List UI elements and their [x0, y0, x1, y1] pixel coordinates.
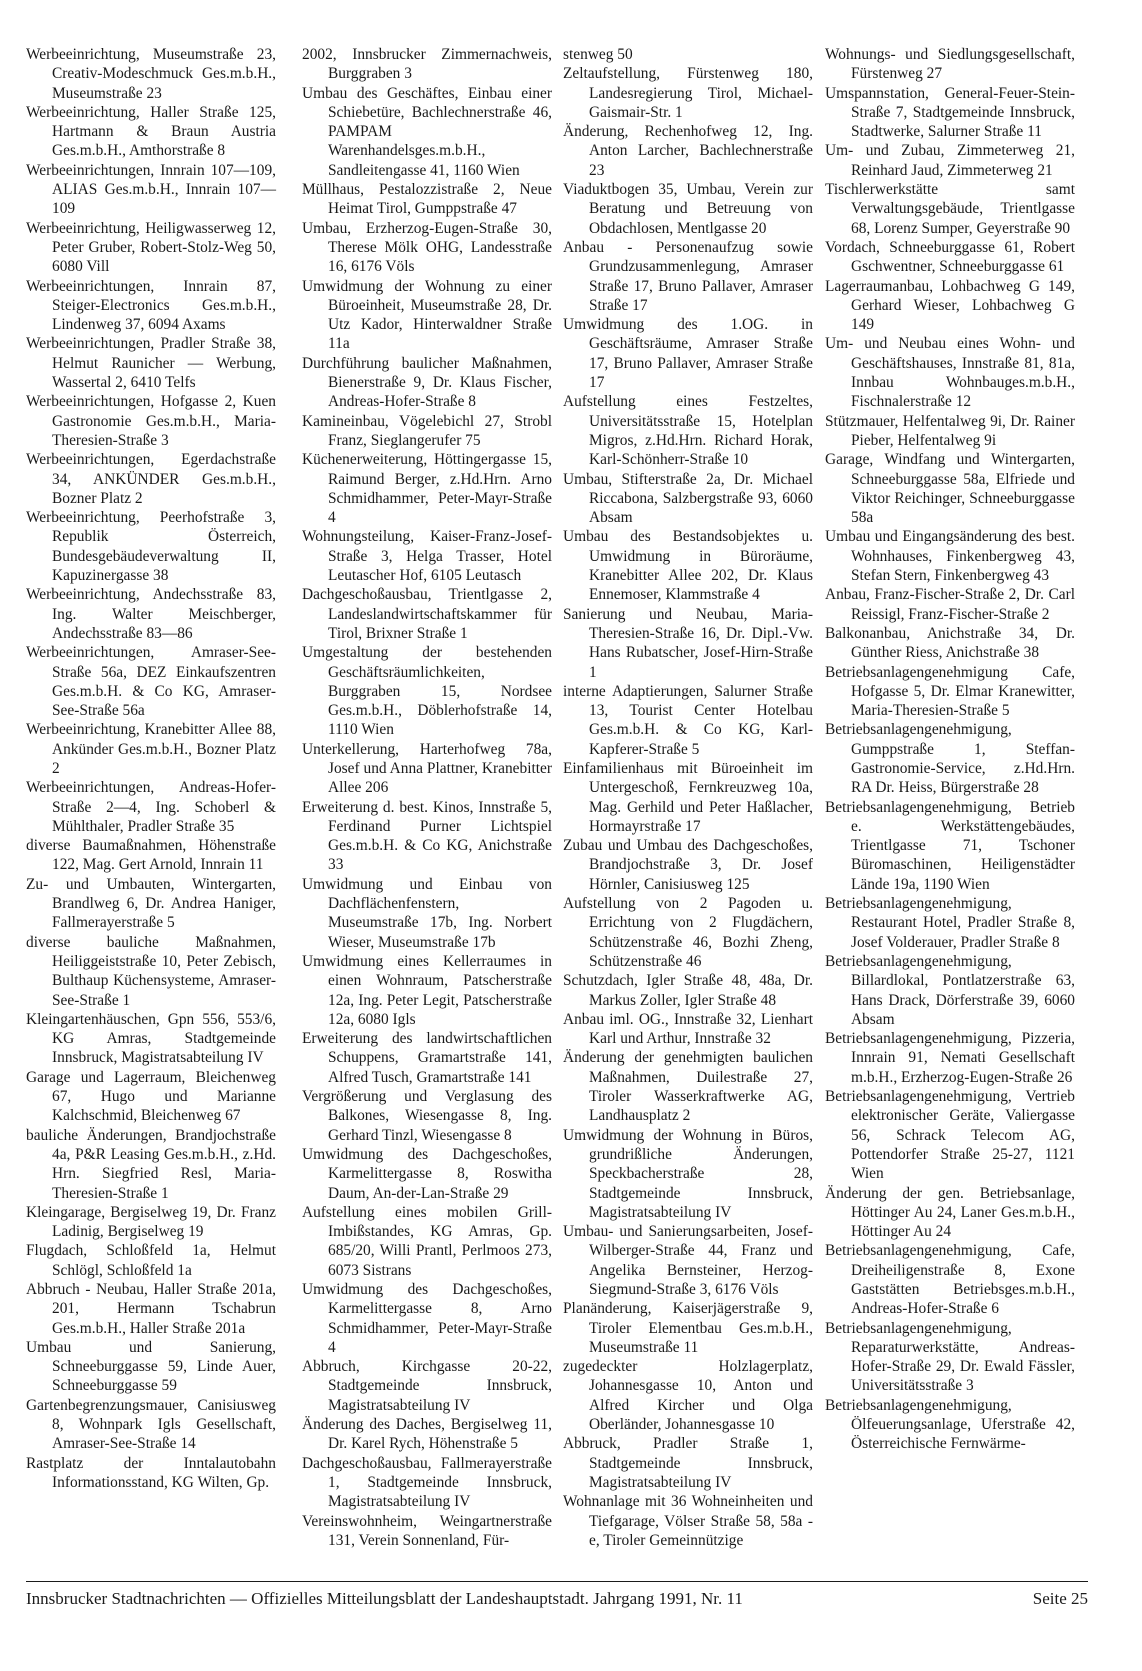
list-entry: Kleingarage, Bergiselweg 19, Dr. Franz Ladinig, Bergiselweg 19: [26, 1203, 276, 1241]
footer-divider: [26, 1581, 1088, 1582]
list-entry: Zubau und Umbau des Dachgeschoßes, Brandjochstraße 3, Dr. Josef Hörnler, Canisiusweg 125: [563, 837, 813, 893]
list-entry: Schutzdach, Igler Straße 48, 48a, Dr. Markus Zoller, Igler Straße 48: [563, 972, 813, 1009]
list-entry: Werbeeinrichtung, Kranebitter Allee 88, Ankünder Ges.m.b.H., Bozner Platz 2: [26, 721, 276, 777]
list-entry: Kamineinbau, Vögelebichl 27, Strobl Franz, Sieglangerufer 75: [302, 412, 552, 449]
list-entry: Durchführung baulicher Maßnahmen, Bienerstraße 9, Dr. Klaus Fischer, Andreas-Hofer-Straße 8: [302, 354, 552, 411]
list-entry: Betriebsanlagengenehmigung, Cafe, Dreiheiligenstraße 8, Exone Gaststätten Betriebsges.m.b.H., Andreas-Hofer-Straße 6: [825, 1242, 1075, 1318]
list-entry: Betriebsanlagengenehmigung, Restaurant Hotel, Pradler Straße 8, Josef Volderauer, Pradler Straße 8: [825, 895, 1075, 951]
list-entry: Küchenerweiterung, Höttingergasse 15, Raimund Berger, z.Hd.Hrn. Arno Schmidhammer, Peter-Mayr-Straße 4: [302, 451, 552, 527]
list-entry: Anbau, Franz-Fischer-Straße 2, Dr. Carl Reissigl, Franz-Fischer-Straße 2: [825, 586, 1075, 623]
list-entry: Umbau des Bestandsobjektes u. Umwidmung in Büroräume, Kranebitter Allee 202, Dr. Klaus Ennemoser, Klammstraße 4: [563, 528, 813, 604]
list-entry: Betriebsanlagengenehmigung, Reparaturwerkstätte, Andreas-Hofer-Straße 29, Dr. Ewald Fässler, Universitätsstraße 3: [825, 1319, 1075, 1395]
list-entry: Dachgeschoßausbau, Trientlgasse 2, Landeslandwirtschaftskammer für Tirol, Brixner Straße 1: [302, 586, 552, 642]
list-entry: Sanierung und Neubau, Maria-Theresien-Straße 16, Dr. Dipl.-Vw. Hans Rubatscher, Josef-Hirn-Straße 1: [563, 605, 813, 681]
list-entry: Zu- und Umbauten, Wintergarten, Brandlweg 6, Dr. Andrea Haniger, Fallmerayerstraße 5: [26, 875, 276, 932]
list-entry: Um- und Zubau, Zimmeterweg 21, Reinhard Jaud, Zimmeterweg 21: [825, 142, 1075, 179]
list-entry: Werbeeinrichtungen, Pradler Straße 38, Helmut Raunicher — Werbung, Wassertal 2, 6410 Telfs: [26, 335, 276, 392]
list-entry: Planänderung, Kaiserjägerstraße 9, Tiroler Elementbau Ges.m.b.H., Museumstraße 11: [563, 1300, 813, 1356]
list-entry: Müllhaus, Pestalozzistraße 2, Neue Heimat Tirol, Gumppstraße 47: [302, 181, 552, 218]
list-entry: Kleingartenhäuschen, Gpn 556, 553/6, KG Amras, Stadtgemeinde Innsbruck, Magistratsabteilung IV: [26, 1010, 276, 1067]
text-column-4: [825, 45, 1075, 1454]
list-entry: Änderung der genehmigten baulichen Maßnahmen, Duilestraße 27, Tiroler Wasserkraftwerke AG, Landhausplatz 2: [563, 1049, 813, 1125]
list-entry: Aufstellung eines Festzeltes, Universitätsstraße 15, Hotelplan Migros, z.Hd.Hrn. Richard Horak, Karl-Schönherr-Straße 10: [563, 393, 813, 469]
list-entry: Garage und Lagerraum, Bleichenweg 67, Hugo und Marianne Kalchschmid, Bleichenweg 67: [26, 1068, 276, 1125]
text-column-2: [302, 45, 552, 1550]
list-entry: Viaduktbogen 35, Umbau, Verein zur Beratung und Betreuung von Obdachlosen, Mentlgasse 20: [563, 181, 813, 237]
list-entry: Umwidmung der Wohnung zu einer Büroeinheit, Museumstraße 28, Dr. Utz Kador, Hinterwaldner Straße 11a: [302, 277, 552, 353]
list-entry: Änderung des Daches, Bergiselweg 11, Dr. Karel Rych, Höhenstraße 5: [302, 1416, 552, 1453]
list-entry: Umspannstation, General-Feuer-Stein-Straße 7, Stadtgemeinde Innsbruck, Stadtwerke, Salurner Straße 11: [825, 84, 1075, 141]
list-entry: zugedeckter Holzlagerplatz, Johannesgasse 10, Anton und Alfred Kircher und Olga Oberländer, Johannesgasse 10: [563, 1358, 813, 1434]
list-entry: Werbeeinrichtung, Peerhofstraße 3, Republik Österreich, Bundesgebäudeverwaltung II, Kapuzinergasse 38: [26, 509, 276, 585]
list-entry: stenweg 50: [563, 46, 633, 63]
list-entry: Werbeeinrichtungen, Innrain 87, Steiger-Electronics Ges.m.b.H., Lindenweg 37, 6094 Axams: [26, 277, 276, 334]
list-entry: Aufstellung eines mobilen Grill-Imbißstandes, KG Amras, Gp. 685/20, Willi Prantl, Perlmoos 273, 6073 Sistrans: [302, 1203, 552, 1279]
text-column-3: [563, 45, 813, 1550]
list-entry: Wohnungs- und Siedlungsgesellschaft, Fürstenweg 27: [825, 46, 1075, 83]
list-entry: Umbau des Geschäftes, Einbau einer Schiebetüre, Bachlechnerstraße 46, PAMPAM Warenhandelsges.m.b.H., Sandleitengasse 41, 1160 Wien: [302, 84, 552, 179]
list-entry: Werbeeinrichtung, Andechsstraße 83, Ing. Walter Meischberger, Andechsstraße 83—86: [26, 586, 276, 642]
list-entry: Gartenbegrenzungsmauer, Canisiusweg 8, Wohnpark Igls Gesellschaft, Amraser-See-Straße 14: [26, 1396, 276, 1453]
list-entry: interne Adaptierungen, Salurner Straße 13, Tourist Center Hotelbau Ges.m.b.H. & Co KG, Karl-Kapferer-Straße 5: [563, 682, 813, 758]
list-entry: Anbau iml. OG., Innstraße 32, Lienhart Karl und Arthur, Innstraße 32: [563, 1010, 813, 1048]
list-entry: diverse bauliche Maßnahmen, Heiliggeiststraße 10, Peter Zebisch, Bulthaup Küchensysteme, Amraser-See-Straße 1: [26, 933, 276, 1009]
list-entry: Rastplatz der Inntalautobahn Informationsstand, KG Wilten, Gp.: [26, 1454, 276, 1491]
list-entry: diverse Baumaßnahmen, Höhenstraße 122, Mag. Gert Arnold, Innrain 11: [26, 837, 276, 874]
list-entry: Garage, Windfang und Wintergarten, Schneeburggasse 58a, Elfriede und Viktor Reichinger, Schneeburggasse 58a: [825, 451, 1075, 527]
list-entry: Werbeeinrichtung, Museumstraße 23, Creativ-Modeschmuck Ges.m.b.H., Museumstraße 23: [26, 46, 276, 102]
list-entry: Umwidmung und Einbau von Dachflächenfenstern, Museumstraße 17b, Ing. Norbert Wieser, Museumstraße 17b: [302, 875, 552, 951]
text-column-1: [26, 45, 276, 1492]
list-entry: Erweiterung des landwirtschaftlichen Schuppens, Gramartstraße 141, Alfred Tusch, Gramartstraße 141: [302, 1030, 552, 1086]
list-entry: Erweiterung d. best. Kinos, Innstraße 5, Ferdinand Purner Lichtspiel Ges.m.b.H. & Co KG, Anichstraße 33: [302, 798, 552, 874]
list-entry: Werbeeinrichtung, Haller Straße 125, Hartmann & Braun Austria Ges.m.b.H., Amthorstraße 8: [26, 103, 276, 160]
list-entry: Flugdach, Schloßfeld 1a, Helmut Schlögl, Schloßfeld 1a: [26, 1242, 276, 1279]
list-entry: Betriebsanlagengenehmigung, Betrieb e. Werkstättengebäudes, Trientlgasse 71, Tschoner Büromaschinen, Heiligenstädter Lände 19a, 1190 Wien: [825, 798, 1075, 893]
list-entry: Werbeeinrichtungen, Egerdachstraße 34, ANKÜNDER Ges.m.b.H., Bozner Platz 2: [26, 451, 276, 507]
list-entry: Werbeeinrichtungen, Hofgasse 2, Kuen Gastronomie Ges.m.b.H., Maria-Theresien-Straße 3: [26, 393, 276, 449]
list-entry: Abbruch - Neubau, Haller Straße 201a, 201, Hermann Tschabrun Ges.m.b.H., Haller Straße 201a: [26, 1281, 276, 1337]
list-entry: Betriebsanlagengenehmigung, Gumppstraße 1, Steffan-Gastronomie-Service, z.Hd.Hrn. RA Dr. Heiss, Bürgerstraße 28: [825, 721, 1075, 797]
list-entry: Stützmauer, Helfentalweg 9i, Dr. Rainer Pieber, Helfentalweg 9i: [825, 412, 1075, 449]
list-entry: Zeltaufstellung, Fürstenweg 180, Landesregierung Tirol, Michael-Gaismair-Str. 1: [563, 65, 813, 121]
list-entry: Umbau, Erzherzog-Eugen-Straße 30, Therese Mölk OHG, Landesstraße 16, 6176 Völs: [302, 219, 552, 276]
list-entry: Anbau - Personenaufzug sowie Grundzusammenlegung, Amraser Straße 17, Bruno Pallaver, Amraser Straße 17: [563, 238, 813, 314]
list-entry: Vordach, Schneeburggasse 61, Robert Gschwentner, Schneeburggasse 61: [825, 238, 1075, 276]
list-entry: Umgestaltung der bestehenden Geschäftsräumlichkeiten, Burggraben 15, Nordsee Ges.m.b.H., Döblerhofstraße 14, 1110 Wien: [302, 644, 552, 739]
list-entry: Umwidmung eines Kellerraumes in einen Wohnraum, Patscherstraße 12a, Ing. Peter Legit, Patscherstraße 12a, 6080 Igls: [302, 952, 552, 1028]
list-entry: Einfamilienhaus mit Büroeinheit im Untergeschoß, Fernkreuzweg 10a, Mag. Gerhild und Peter Haßlacher, Hormayrstraße 17: [563, 759, 813, 835]
list-entry: Änderung, Rechenhofweg 12, Ing. Anton Larcher, Bachlechnerstraße 23: [563, 123, 813, 179]
page-footer: [26, 1588, 1088, 1610]
list-entry: Umbau- und Sanierungsarbeiten, Josef-Wilberger-Straße 44, Franz und Angelika Bernsteiner, Herzog-Siegmund-Straße 3, 6176 Völs: [563, 1223, 813, 1298]
list-entry: Werbeeinrichtungen, Amraser-See-Straße 56a, DEZ Einkaufszentren Ges.m.b.H. & Co KG, Amraser-See-Straße 56a: [26, 644, 276, 720]
list-entry: Um- und Neubau eines Wohn- und Geschäftshauses, Innstraße 81, 81a, Innbau Wohnbauges.m.b.H., Fischnalerstraße 12: [825, 335, 1075, 411]
list-entry: Umwidmung des Dachgeschoßes, Karmelittergasse 8, Arno Schmidhammer, Peter-Mayr-Straße 4: [302, 1281, 552, 1356]
list-entry: Umbau und Sanierung, Schneeburggasse 59, Linde Auer, Schneeburggasse 59: [26, 1338, 276, 1395]
list-entry: Unterkellerung, Harterhofweg 78a, Josef und Anna Plattner, Kranebitter Allee 206: [302, 740, 552, 797]
list-entry: Tischlerwerkstätte samt Verwaltungsgebäude, Trientlgasse 68, Lorenz Sumper, Geyerstraße 90: [825, 181, 1075, 237]
list-entry: Werbeeinrichtungen, Innrain 107—109, ALIAS Ges.m.b.H., Innrain 107—109: [26, 161, 276, 218]
list-entry: Betriebsanlagengenehmigung Cafe, Hofgasse 5, Dr. Elmar Kranewitter, Maria-Theresien-Straße 5: [825, 663, 1075, 720]
list-entry: Dachgeschoßausbau, Fallmerayerstraße 1, Stadtgemeinde Innsbruck, Magistratsabteilung IV: [302, 1454, 552, 1511]
list-entry: Abbruck, Pradler Straße 1, Stadtgemeinde Innsbruck, Magistratsabteilung IV: [563, 1435, 813, 1491]
list-entry: Umbau und Eingangsänderung des best. Wohnhauses, Finkenbergweg 43, Stefan Stern, Finkenbergweg 43: [825, 528, 1075, 585]
list-entry: Vergrößerung und Verglasung des Balkones, Wiesengasse 8, Ing. Gerhard Tinzl, Wiesengasse 8: [302, 1088, 552, 1144]
footer-publication: Innsbrucker Stadtnachrichten — Offizielles Mitteilungsblatt der Landeshauptstadt. Jahrgang 1991, Nr. 11: [26, 1589, 743, 1608]
list-entry: Betriebsanlagengenehmigung, Pizzeria, Innrain 91, Nemati Gesellschaft m.b.H., Erzherzog-Eugen-Straße 26: [825, 1030, 1075, 1086]
list-entry: Balkonanbau, Anichstraße 34, Dr. Günther Riess, Anichstraße 38: [825, 624, 1075, 662]
list-entry: Betriebsanlagengenehmigung, Billardlokal, Pontlatzerstraße 63, Hans Drack, Dörferstraße 39, 6060 Absam: [825, 952, 1075, 1028]
list-entry: Lagerraumanbau, Lohbachweg G 149, Gerhard Wieser, Lohbachweg G 149: [825, 277, 1075, 334]
list-entry: Änderung der gen. Betriebsanlage, Höttinger Au 24, Laner Ges.m.b.H., Höttinger Au 24: [825, 1184, 1075, 1241]
list-entry: Wohnanlage mit 36 Wohneinheiten und Tiefgarage, Völser Straße 58, 58a - e, Tiroler Gemeinnützige: [563, 1493, 813, 1549]
list-entry: Vereinswohnheim, Weingartnerstraße 131, Verein Sonnenland, Für-: [302, 1512, 552, 1549]
list-entry: Betriebsanlagengenehmigung, Vertrieb elektronischer Geräte, Valiergasse 56, Schrack Telecom AG, Pottendorfer Straße 25-27, 1121 Wien: [825, 1088, 1075, 1183]
list-entry: Werbeeinrichtung, Heiligwasserweg 12, Peter Gruber, Robert-Stolz-Weg 50, 6080 Vill: [26, 219, 276, 276]
footer-page-number: Seite 25: [1032, 1589, 1088, 1608]
list-entry: Abbruch, Kirchgasse 20-22, Stadtgemeinde Innsbruck, Magistratsabteilung IV: [302, 1358, 552, 1414]
list-entry: bauliche Änderungen, Brandjochstraße 4a, P&R Leasing Ges.m.b.H., z.Hd. Hrn. Siegfried Resl, Maria-Theresien-Straße 1: [26, 1126, 276, 1202]
list-entry: Werbeeinrichtungen, Andreas-Hofer-Straße 2—4, Ing. Schoberl & Mühlthaler, Pradler Straße 35: [26, 779, 276, 835]
list-entry: Wohnungsteilung, Kaiser-Franz-Josef-Straße 3, Helga Trasser, Hotel Leutascher Hof, 6105 Leutasch: [302, 528, 552, 585]
list-entry: 2002, Innsbrucker Zimmernachweis, Burggraben 3: [302, 46, 552, 83]
list-entry: Umwidmung der Wohnung in Büros, grundrißliche Änderungen, Speckbacherstraße 28, Stadtgemeinde Innsbruck, Magistratsabteilung IV: [563, 1126, 813, 1221]
list-entry: Umwidmung des 1.OG. in Geschäftsräume, Amraser Straße 17, Bruno Pallaver, Amraser Straße 17: [563, 316, 813, 392]
list-entry: Umwidmung des Dachgeschoßes, Karmelittergasse 8, Roswitha Daum, An-der-Lan-Straße 29: [302, 1145, 552, 1202]
list-entry: Betriebsanlagengenehmigung, Ölfeuerungsanlage, Uferstraße 42, Österreichische Fernwärme-: [825, 1396, 1075, 1453]
list-entry: Umbau, Stifterstraße 2a, Dr. Michael Riccabona, Salzbergstraße 93, 6060 Absam: [563, 470, 813, 527]
list-entry: Aufstellung von 2 Pagoden u. Errichtung von 2 Flugdächern, Schützenstraße 46, Bozhi Zheng, Schützenstraße 46: [563, 895, 813, 970]
